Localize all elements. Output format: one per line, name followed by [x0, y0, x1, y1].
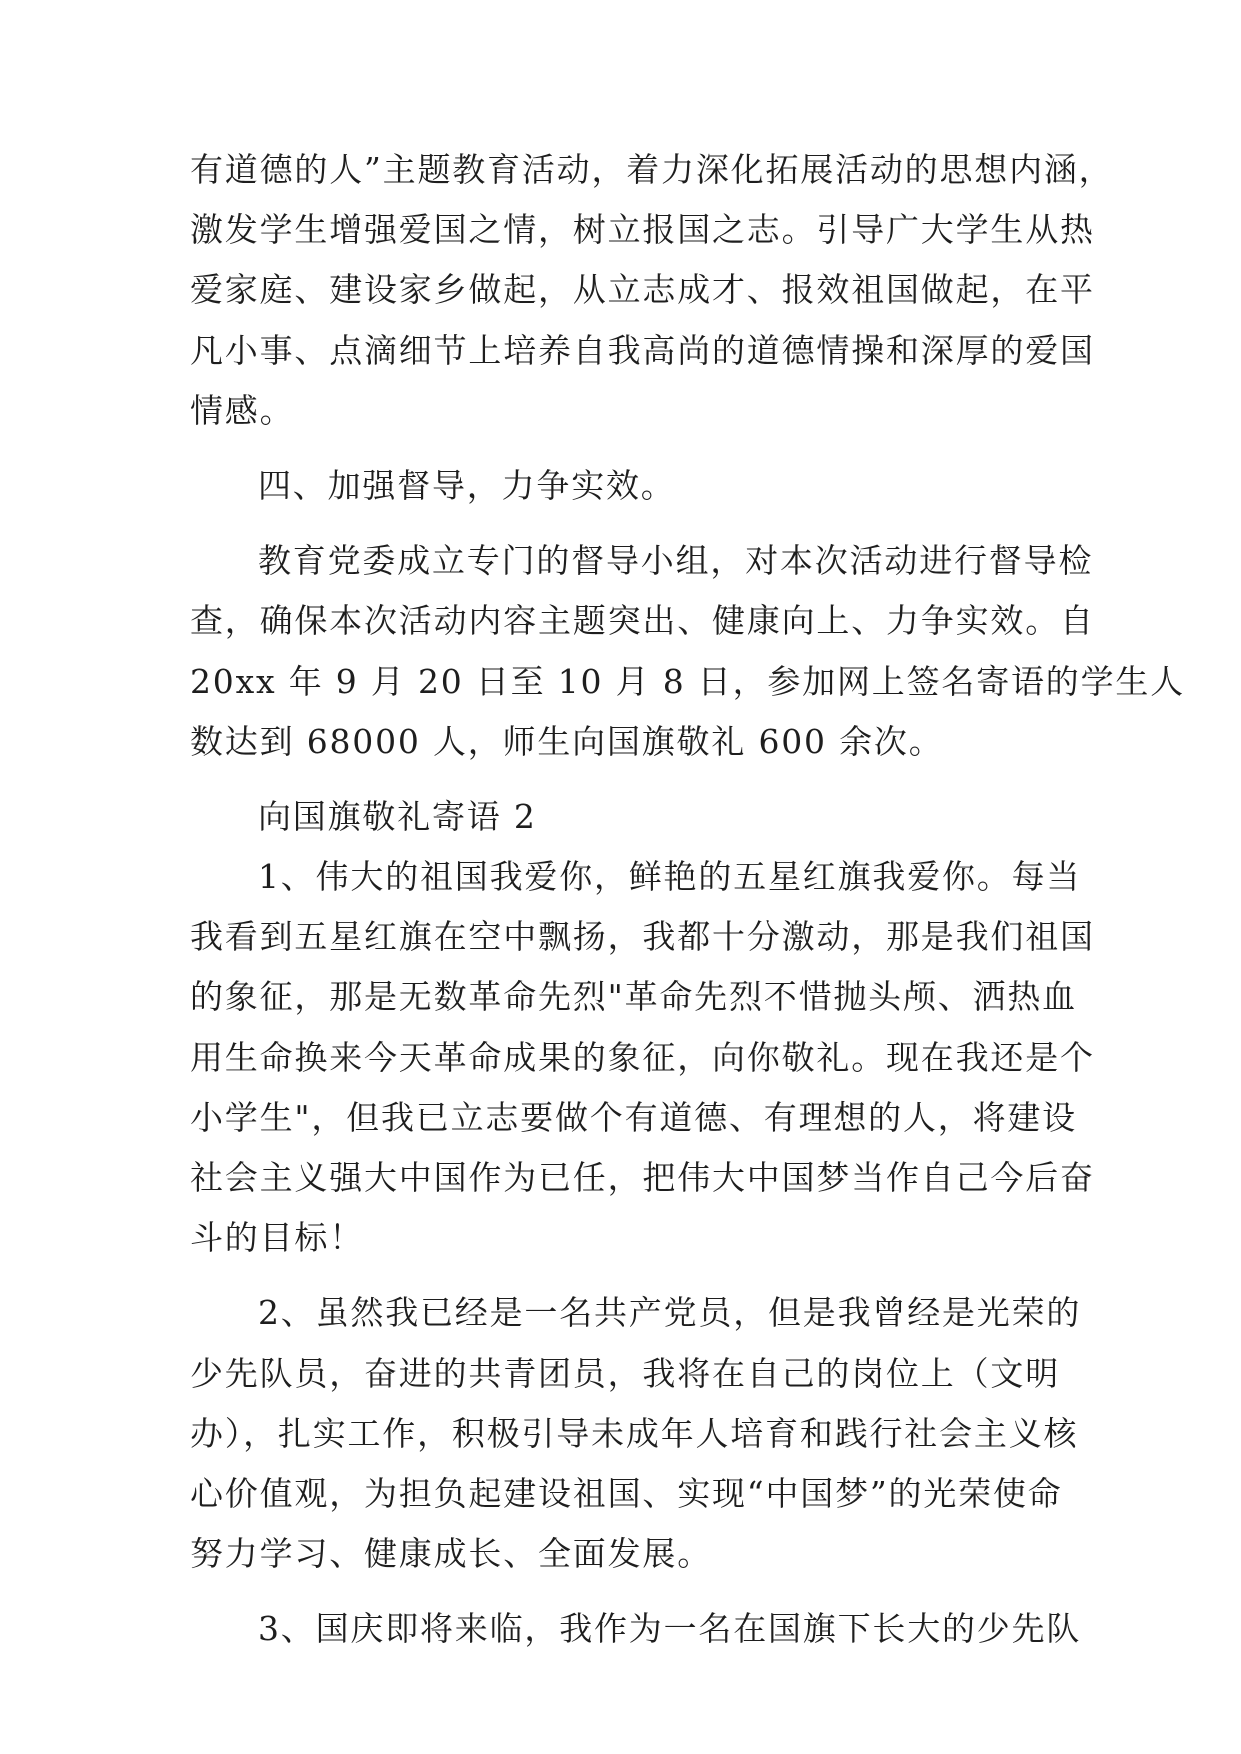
paragraph-line: 社会主义强大中国作为已任，把伟大中国梦当作自己今后奋 — [190, 1158, 1095, 1197]
paragraph-line: 教育党委成立专门的督导小组，对本次活动进行督导检 — [258, 541, 1094, 581]
paragraph-line: 数达到 68000 人，师生向国旗敬礼 600 余次。 — [190, 721, 944, 761]
paragraph-line: 情感。 — [190, 390, 295, 430]
paragraph-line: 爱家庭、建设家乡做起，从立志成才、报效祖国做起，在平 — [190, 270, 1095, 310]
paragraph-line: 小学生"，但我已立志要做个有道德、有理想的人，将建设 — [190, 1097, 1077, 1137]
paragraph-line: 20xx 年 9 月 20 日至 10 月 8 日，参加网上签名寄语的学生人 — [190, 661, 1185, 701]
paragraph-line: 用生命换来今天革命成果的象征，向你敬礼。现在我还是个 — [190, 1037, 1095, 1077]
section-heading: 四、加强督导，力争实效。 — [258, 465, 676, 505]
section-title: 向国旗敬礼寄语 2 — [258, 796, 537, 836]
paragraph-line: 激发学生增强爱国之情，树立报国之志。引导广大学生从热 — [190, 210, 1095, 250]
paragraph-line: 我看到五星红旗在空中飘扬，我都十分激动，那是我们祖国 — [190, 917, 1095, 957]
paragraph-line: 1、伟大的祖国我爱你，鲜艳的五星红旗我爱你。每当 — [258, 857, 1082, 897]
paragraph-line: 办），扎实工作，积极引导未成年人培育和践行社会主义核 — [190, 1413, 1079, 1453]
document-page — [190, 140, 1185, 1660]
paragraph-line: 有道德的人”主题教育活动，着力深化拓展活动的思想内涵， — [190, 150, 1114, 189]
paragraph-line: 查，确保本次活动内容主题突出、健康向上、力争实效。自 — [190, 601, 1095, 641]
paragraph-line: 2、虽然我已经是一名共产党员，但是我曾经是光荣的 — [258, 1293, 1082, 1333]
paragraph-line: 3、国庆即将来临，我作为一名在国旗下长大的少先队 — [258, 1609, 1082, 1649]
paragraph-line: 努力学习、健康成长、全面发展。 — [190, 1534, 712, 1574]
paragraph-line: 凡小事、点滴细节上培养自我高尚的道德情操和深厚的爱国 — [190, 330, 1095, 370]
paragraph-line: 少先队员，奋进的共青团员，我将在自己的岗位上（文明 — [190, 1353, 1060, 1393]
paragraph-line: 斗的目标！ — [190, 1218, 364, 1258]
paragraph-line: 的象征，那是无数革命先烈"革命先烈不惜抛头颅、洒热血 — [190, 977, 1077, 1017]
paragraph-line: 心价值观，为担负起建设祖国、实现“中国梦”的光荣使命 — [190, 1473, 1063, 1513]
